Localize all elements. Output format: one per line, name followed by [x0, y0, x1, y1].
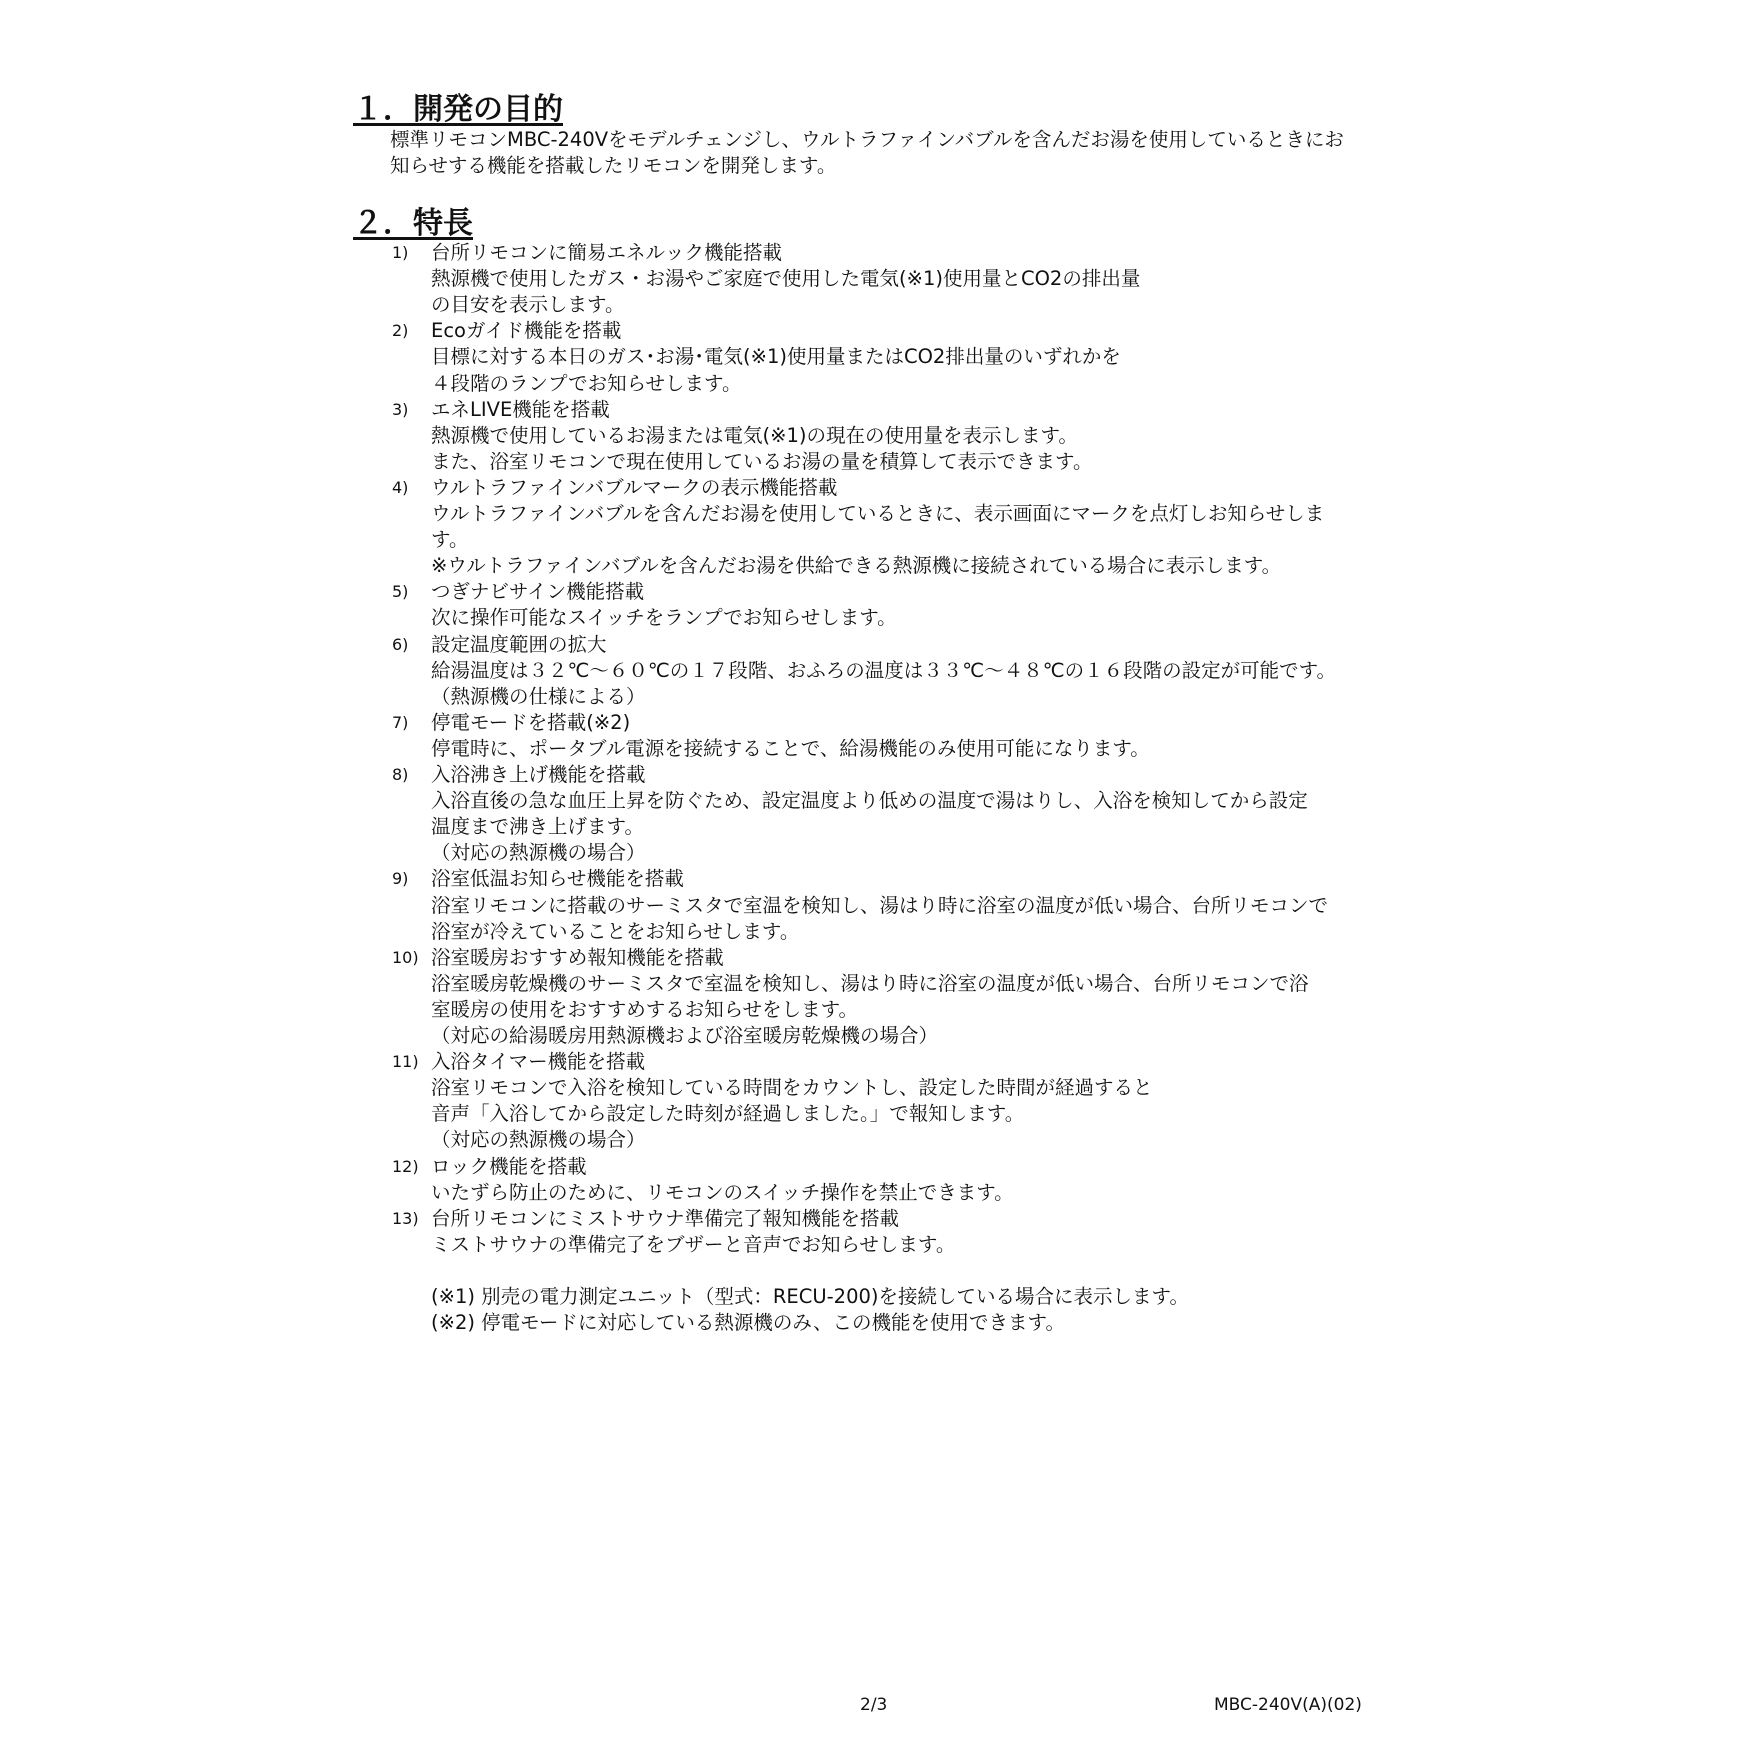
- feature-number: 13): [392, 1208, 419, 1228]
- feature-number: 5): [392, 582, 409, 602]
- feature-title: 浴室低温お知らせ機能を搭載: [431, 867, 684, 891]
- feature-description-line: 浴室リモコンに搭載のサーミスタで室温を検知し、湯はり時に浴室の温度が低い場合、台所リモコンで: [431, 893, 1329, 917]
- feature-title: 台所リモコンに簡易エネルック機能搭載: [431, 241, 783, 264]
- feature-description-line: 浴室暖房乾燥機のサーミスタで室温を検知し、湯はり時に浴室の温度が低い場合、台所リモコンで浴: [431, 971, 1309, 995]
- feature-description-line: 浴室リモコンで入浴を検知している時間をカウントし、設定した時間が経過すると: [431, 1076, 1153, 1100]
- feature-description-line: ミストサウナの準備完了をブザーと音声でお知らせします。: [431, 1232, 956, 1256]
- feature-title: ウルトラファインバブルマークの表示機能搭載: [431, 475, 838, 499]
- feature-number: 11): [392, 1052, 419, 1072]
- page-number: 2/3: [860, 1695, 888, 1715]
- feature-title: 設定温度範囲の拡大: [431, 632, 607, 656]
- feature-number: 2): [392, 321, 409, 341]
- feature-description-line: また、浴室リモコンで現在使用しているお湯の量を積算して表示できます。: [431, 449, 1093, 473]
- section2-heading: ２．特長: [353, 206, 473, 241]
- feature-number: 8): [392, 765, 409, 784]
- feature-description-line: 室暖房の使用をおすすめするお知らせをします。: [431, 997, 859, 1021]
- feature-description-line: 次に操作可能なスイッチをランプでお知らせします。: [431, 606, 897, 630]
- feature-number: 1): [392, 243, 409, 262]
- feature-number: 4): [392, 477, 409, 497]
- feature-title: エネLIVE機能を搭載: [431, 397, 610, 421]
- feature-number: 9): [392, 869, 409, 889]
- footnote-line: (※2) 停電モードに対応している熱源機のみ、この機能を使用できます。: [431, 1311, 1065, 1334]
- feature-description-line: 温度まで沸き上げます。: [431, 815, 644, 839]
- feature-number: 7): [392, 712, 409, 732]
- feature-description-line: 浴室が冷えていることをお知らせします。: [431, 919, 800, 943]
- feature-description-line: 音声「入浴してから設定した時刻が経過しました。」で報知します。: [431, 1102, 1025, 1126]
- feature-description-line: 入浴直後の急な血圧上昇を防ぐため、設定温度より低めの温度で湯はりし、入浴を検知してから設定: [431, 789, 1308, 813]
- feature-description-line: （熱源機の仕様による）: [431, 684, 646, 708]
- feature-description-line: ウルトラファインバブルを含んだお湯を使用しているときに、表示画面にマークを点灯しお知らせしま: [431, 502, 1325, 525]
- feature-description-line: いたずら防止のために、リモコンのスイッチ操作を禁止できます。: [431, 1180, 1014, 1204]
- feature-description-line: の目安を表示します。: [431, 293, 625, 317]
- feature-title: 停電モードを搭載(※2): [431, 710, 631, 734]
- feature-title: つぎナビサイン機能搭載: [431, 580, 645, 604]
- feature-description-line: ４段階のランプでお知らせします。: [431, 371, 742, 395]
- feature-description-line: 停電時に、ポータブル電源を接続することで、給湯機能のみ使用可能になります。: [431, 736, 1150, 760]
- feature-description-line: 熱源機で使用しているお湯または電気(※1)の現在の使用量を表示します。: [431, 423, 1078, 447]
- footnote-line: (※1) 別売の電力測定ユニット（型式：RECU-200)を接続している場合に表示します。: [431, 1284, 1189, 1308]
- feature-number: 10): [392, 947, 419, 967]
- feature-description-line: （対応の給湯暖房用熱源機および浴室暖房乾燥機の場合）: [431, 1024, 939, 1047]
- feature-title: 入浴タイマー機能を搭載: [431, 1050, 646, 1074]
- feature-number: 6): [392, 634, 409, 654]
- feature-description-line: 目標に対する本日のガス･お湯･電気(※1)使用量またはCO2排出量のいずれかを: [431, 345, 1121, 369]
- document-id: MBC-240V(A)(02): [1214, 1695, 1362, 1715]
- feature-description-line: 給湯温度は３２℃～６０℃の１７段階、おふろの温度は３３℃～４８℃の１６段階の設定が可能です。: [431, 658, 1337, 682]
- section1-body-line: 標準リモコンMBC-240Vをモデルチェンジし、ウルトラファインバブルを含んだお湯を使用しているときにお: [390, 128, 1344, 151]
- section1-body-line: 知らせする機能を搭載したリモコンを開発します。: [390, 154, 837, 177]
- feature-description-line: （対応の熱源機の場合）: [431, 1128, 646, 1152]
- feature-description-line: 熱源機で使用したガス・お湯やご家庭で使用した電気(※1)使用量とCO2の排出量: [431, 267, 1141, 291]
- feature-number: 12): [392, 1156, 419, 1176]
- feature-description-line: ※ウルトラファインバブルを含んだお湯を供給できる熱源機に接続されている場合に表示します。: [431, 554, 1282, 578]
- feature-description-line: （対応の熱源機の場合）: [431, 841, 646, 865]
- section1-heading: １．開発の目的: [353, 92, 563, 127]
- feature-title: Ecoガイド機能を搭載: [431, 319, 622, 343]
- feature-title: ロック機能を搭載: [431, 1154, 587, 1178]
- feature-title: 台所リモコンにミストサウナ準備完了報知機能を搭載: [431, 1206, 900, 1230]
- feature-title: 入浴沸き上げ機能を搭載: [431, 763, 646, 786]
- feature-title: 浴室暖房おすすめ報知機能を搭載: [431, 945, 724, 969]
- feature-description-line: す。: [431, 528, 469, 552]
- feature-number: 3): [392, 399, 409, 419]
